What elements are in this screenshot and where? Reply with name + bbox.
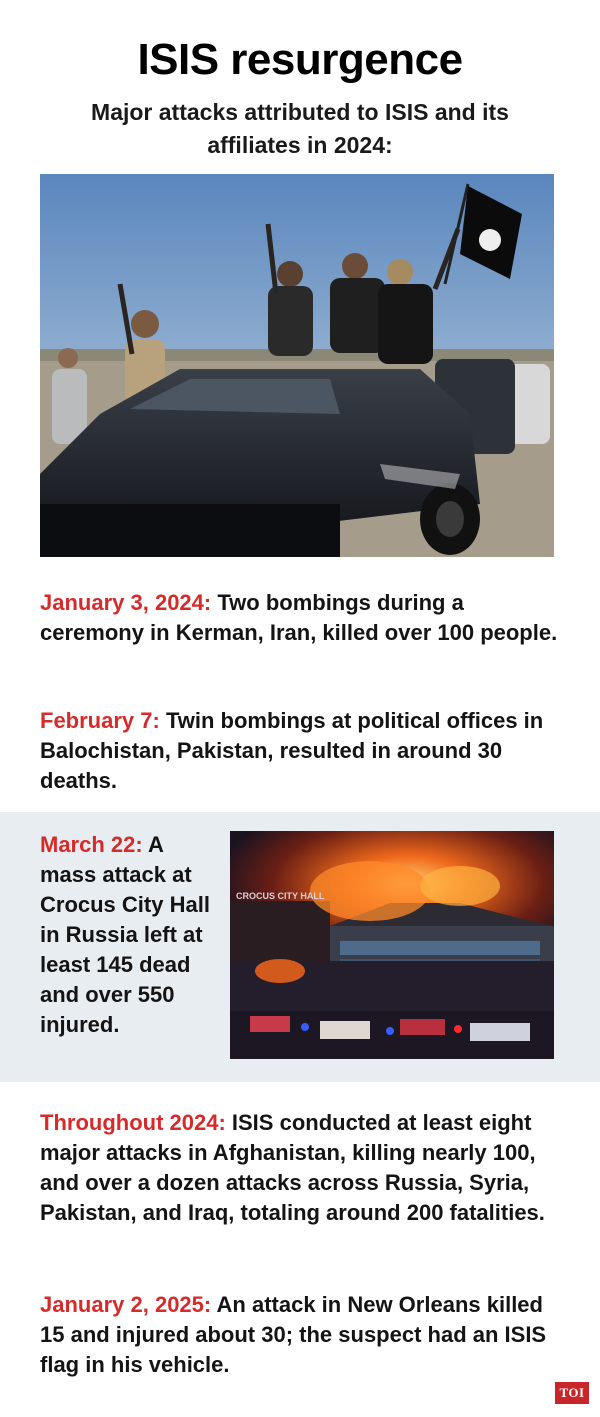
timeline-entry-1 xyxy=(40,588,560,648)
entry-date: Throughout 2024: xyxy=(40,1110,226,1135)
timeline-entry-4 xyxy=(40,1108,560,1228)
toi-logo: TOI xyxy=(555,1382,589,1404)
entry-date: February 7: xyxy=(40,708,160,733)
page-title: ISIS resurgence xyxy=(137,35,463,84)
timeline-entry-3 xyxy=(40,830,218,1040)
entry-date: January 2, 2025: xyxy=(40,1292,212,1317)
entry-date: March 22: xyxy=(40,832,143,857)
entry-text: Two bombings during a ceremony in Kerman, Iran, killed over 100 people. xyxy=(40,590,558,645)
entry-text: A mass attack at Crocus City Hall in Russia left at least 145 dead and over 550 injured. xyxy=(40,832,210,1037)
entry-date: January 3, 2024: xyxy=(40,590,212,615)
timeline-entry-2 xyxy=(40,706,560,796)
page-subtitle: Major attacks attributed to ISIS and its affiliates in 2024: xyxy=(91,99,509,158)
timeline-entry-5 xyxy=(40,1290,560,1380)
entry-text: Twin bombings at political offices in Balochistan, Pakistan, resulted in around 30 deaths. xyxy=(40,708,544,793)
entry-text: ISIS conducted at least eight major attacks in Afghanistan, killing nearly 100, and over a dozen attacks across Russia, Syria, Pakistan, and Iraq, totaling around 200 fatalities. xyxy=(40,1110,545,1225)
convoy-photo xyxy=(40,174,554,557)
crocus-fire-photo xyxy=(230,831,554,1059)
crocus-sign-text: CROCUS CITY HALL xyxy=(236,891,325,901)
entry-text: An attack in New Orleans killed 15 and injured about 30; the suspect had an ISIS flag in his vehicle. xyxy=(40,1292,547,1377)
